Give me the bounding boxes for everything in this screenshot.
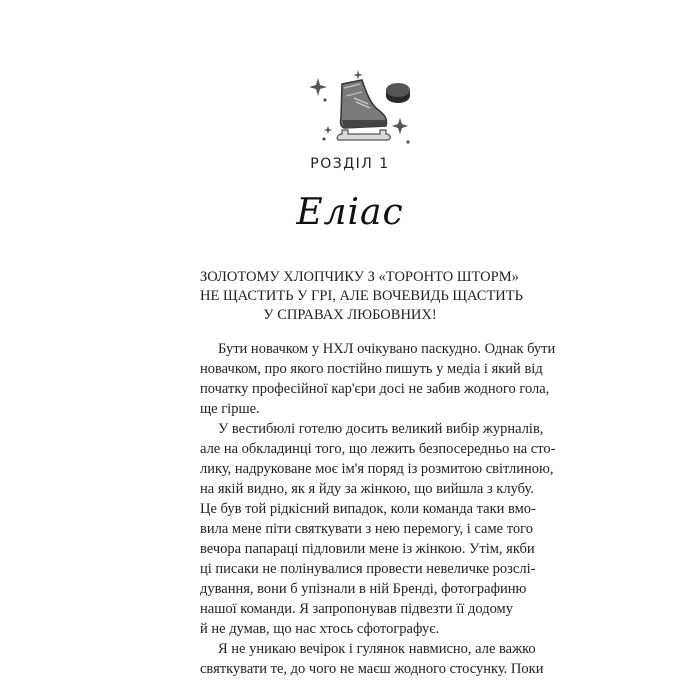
body-line: Я не уникаю вечірок і гулянок навмисно, але важко xyxy=(218,641,536,657)
body-line: Це був той рідкісний випадок, коли команда таки вмо- xyxy=(200,501,536,517)
body-line: лику, надруковане моє ім'я поряд із розмитою світлиною, xyxy=(200,461,554,477)
body-line: Бути новачком у НХЛ очікувано паскудно. Однак бути xyxy=(218,341,556,357)
body-line: вечора папараці підловили мене із жінкою. Утім, якби xyxy=(200,541,535,557)
body-line: на якій видно, як я йду за жінкою, що вийшла з клубу. xyxy=(200,481,534,497)
epigraph-line: ЗОЛОТОМУ ХЛОПЧИКУ З «ТОРОНТО ШТОРМ» xyxy=(200,269,519,285)
body-line: вила мене піти святкувати з нею перемогу, і саме того xyxy=(200,521,533,537)
body-line: ще гірше. xyxy=(200,401,260,417)
body-line: новачком, про якого постійно пишуть у медіа і який від xyxy=(200,361,543,377)
chapter-number: РОЗДІЛ 1 xyxy=(310,156,390,172)
epigraph xyxy=(200,268,523,325)
body-line: й не думав, що нас хтось сфотографує. xyxy=(200,621,440,637)
body-line: ці писаки не полінувалися провести невеличке розслі- xyxy=(200,561,536,577)
skate-boot xyxy=(337,80,390,140)
ice-skate-icon xyxy=(300,68,420,153)
body-line: У вестибюлі готелю досить великий вибір журналів, xyxy=(218,421,544,437)
epigraph-line: НЕ ЩАСТИТЬ У ГРІ, АЛЕ ВОЧЕВИДЬ ЩАСТИТЬ xyxy=(200,288,523,304)
body-line: нашої команди. Я запропонував підвезти її додому xyxy=(200,601,513,617)
body-line: початку професійної кар'єри досі не забив жодного гола, xyxy=(200,381,550,397)
body-line: але на обкладинці того, що лежить безпосередньо на сто- xyxy=(200,441,556,457)
body-line: святкувати те, до чого не маєш жодного стосунку. Поки xyxy=(200,661,544,677)
body-text xyxy=(200,339,556,679)
body-line: дування, вони б упізнали в ній Бренді, фотографиню xyxy=(200,581,527,597)
epigraph-line: У СПРАВАХ ЛЮБОВНИХ! xyxy=(263,307,437,323)
hockey-puck-icon xyxy=(386,83,410,103)
chapter-title: Еліас xyxy=(296,192,404,233)
